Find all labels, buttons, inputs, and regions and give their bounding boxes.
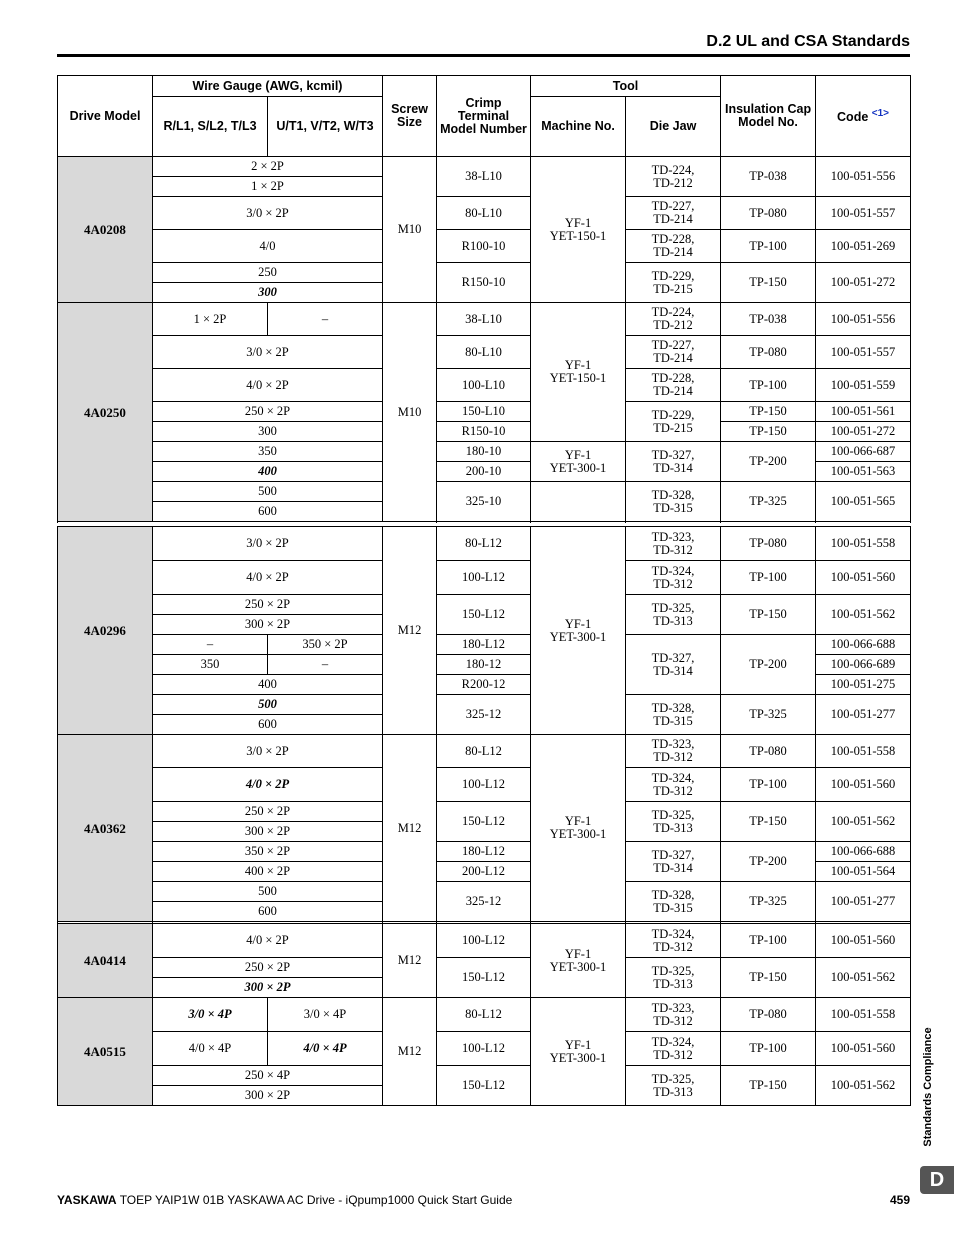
insulation-cap: TP-150 xyxy=(721,958,816,998)
wire-gauge: 250 × 2P xyxy=(153,958,383,978)
footer-brand: YASKAWA xyxy=(57,1193,117,1207)
die-jaw: TD-323, TD-312 xyxy=(626,998,721,1032)
crimp-terminal: 325-12 xyxy=(437,882,531,922)
footnote-ref-link[interactable]: <1> xyxy=(871,108,890,120)
insulation-cap: TP-100 xyxy=(721,1032,816,1066)
insulation-cap: TP-150 xyxy=(721,422,816,442)
code: 100-051-562 xyxy=(816,1066,911,1106)
crimp-terminal: 200-L12 xyxy=(437,862,531,882)
insulation-cap: TP-200 xyxy=(721,842,816,882)
machine-no: YF-1 YET-300-1 xyxy=(531,442,626,482)
die-jaw: TD-229, TD-215 xyxy=(626,263,721,303)
die-jaw: TD-327, TD-314 xyxy=(626,842,721,882)
col-code xyxy=(816,76,911,157)
die-jaw: TD-227, TD-214 xyxy=(626,336,721,369)
die-jaw: TD-229, TD-215 xyxy=(626,402,721,442)
insulation-cap: TP-325 xyxy=(721,882,816,922)
col-insulation-cap: Insulation Cap Model No. xyxy=(721,76,816,157)
code: 100-066-688 xyxy=(816,635,911,655)
die-jaw: TD-324, TD-312 xyxy=(626,561,721,595)
crimp-terminal: 150-L12 xyxy=(437,595,531,635)
code: 100-051-275 xyxy=(816,675,911,695)
wire-gauge: 300 xyxy=(153,422,383,442)
col-tool: Tool xyxy=(531,76,721,97)
model-4a0250: 4A0250 xyxy=(58,303,153,522)
die-jaw: TD-224, TD-212 xyxy=(626,303,721,336)
die-jaw: TD-228, TD-214 xyxy=(626,230,721,263)
crimp-terminal: R150-10 xyxy=(437,422,531,442)
crimp-terminal: 80-L12 xyxy=(437,998,531,1032)
wire-gauge: 3/0 × 2P xyxy=(153,735,383,768)
code: 100-066-689 xyxy=(816,655,911,675)
crimp-terminal: R100-10 xyxy=(437,230,531,263)
insulation-cap: TP-200 xyxy=(721,635,816,695)
code: 100-051-563 xyxy=(816,462,911,482)
die-jaw: TD-327, TD-314 xyxy=(626,442,721,482)
chapter-tab-d[interactable]: D xyxy=(920,1166,954,1194)
die-jaw: TD-328, TD-315 xyxy=(626,695,721,735)
wire-gauge: 250 × 2P xyxy=(153,402,383,422)
wire-gauge: 500 xyxy=(153,482,383,502)
die-jaw: TD-324, TD-312 xyxy=(626,924,721,958)
wire-gauge: 300 × 2P xyxy=(153,1086,383,1106)
footer-text: TOEP YAIP1W 01B YASKAWA AC Drive - iQpump1000 Quick Start Guide xyxy=(116,1193,513,1207)
wire-gauge-rl: 1 × 2P xyxy=(153,303,268,336)
die-jaw: TD-327, TD-314 xyxy=(626,635,721,695)
wire-gauge: 400 xyxy=(153,462,383,482)
wire-gauge: 2 × 2P xyxy=(153,157,383,177)
wire-gauge: 250 xyxy=(153,263,383,283)
crimp-terminal: 325-12 xyxy=(437,695,531,735)
wire-gauge-rl: 350 xyxy=(153,655,268,675)
col-ut-terminals: U/T1, V/T2, W/T3 xyxy=(268,97,383,157)
insulation-cap: TP-100 xyxy=(721,230,816,263)
code: 100-051-269 xyxy=(816,230,911,263)
insulation-cap: TP-080 xyxy=(721,336,816,369)
insulation-cap: TP-325 xyxy=(721,482,816,522)
insulation-cap: TP-325 xyxy=(721,695,816,735)
wire-gauge: 300 xyxy=(153,283,383,303)
wire-gauge: 300 × 2P xyxy=(153,978,383,998)
wire-gauge-ut: 3/0 × 4P xyxy=(268,998,383,1032)
side-section-tab xyxy=(913,1026,943,1156)
wire-gauge: 500 xyxy=(153,695,383,715)
wire-gauge: 400 xyxy=(153,675,383,695)
crimp-terminal: 80-L10 xyxy=(437,336,531,369)
col-drive-model: Drive Model xyxy=(58,76,153,157)
code: 100-051-556 xyxy=(816,303,911,336)
wire-gauge: 3/0 × 2P xyxy=(153,527,383,561)
code: 100-051-272 xyxy=(816,263,911,303)
crimp-terminal: 100-L12 xyxy=(437,1032,531,1066)
wire-gauge: 4/0 × 2P xyxy=(153,369,383,402)
crimp-terminal: 100-L10 xyxy=(437,369,531,402)
die-jaw: TD-325, TD-313 xyxy=(626,802,721,842)
insulation-cap: TP-100 xyxy=(721,924,816,958)
wire-gauge: 4/0 xyxy=(153,230,383,263)
crimp-terminal: 150-L12 xyxy=(437,1066,531,1106)
col-code-label: Code xyxy=(837,110,869,125)
crimp-terminal: 80-L12 xyxy=(437,527,531,561)
crimp-terminal: R150-10 xyxy=(437,263,531,303)
page-number: 459 xyxy=(889,1193,910,1207)
crimp-terminal: 150-L12 xyxy=(437,958,531,998)
code: 100-051-556 xyxy=(816,157,911,197)
code: 100-051-565 xyxy=(816,482,911,522)
die-jaw: TD-325, TD-313 xyxy=(626,1066,721,1106)
crimp-terminal: 180-L12 xyxy=(437,635,531,655)
header-rule xyxy=(57,54,910,57)
col-wire-gauge: Wire Gauge (AWG, kcmil) xyxy=(153,76,383,97)
insulation-cap: TP-100 xyxy=(721,768,816,802)
screw-size: M12 xyxy=(383,924,437,998)
code: 100-051-560 xyxy=(816,561,911,595)
insulation-cap: TP-038 xyxy=(721,157,816,197)
code: 100-051-559 xyxy=(816,369,911,402)
die-jaw: TD-224, TD-212 xyxy=(626,157,721,197)
wire-gauge-ut: 4/0 × 4P xyxy=(268,1032,383,1066)
code: 100-051-558 xyxy=(816,527,911,561)
crimp-terminal: 38-L10 xyxy=(437,303,531,336)
page-footer xyxy=(57,1193,512,1207)
machine-no: YF-1 YET-150-1 xyxy=(531,303,626,442)
crimp-terminal: 80-L12 xyxy=(437,735,531,768)
wire-gauge: 500 xyxy=(153,882,383,902)
code: 100-051-562 xyxy=(816,802,911,842)
code: 100-051-277 xyxy=(816,695,911,735)
col-rl-terminals: R/L1, S/L2, T/L3 xyxy=(153,97,268,157)
crimp-terminal: 80-L10 xyxy=(437,197,531,230)
wire-gauge: 250 × 2P xyxy=(153,802,383,822)
ul-csa-terminal-table xyxy=(57,75,911,522)
code: 100-051-558 xyxy=(816,998,911,1032)
screw-size: M12 xyxy=(383,998,437,1106)
wire-gauge-rl: 4/0 × 4P xyxy=(153,1032,268,1066)
code: 100-051-562 xyxy=(816,958,911,998)
insulation-cap: TP-080 xyxy=(721,998,816,1032)
code: 100-051-561 xyxy=(816,402,911,422)
wire-gauge: 250 × 4P xyxy=(153,1066,383,1086)
insulation-cap: TP-150 xyxy=(721,802,816,842)
wire-gauge: 350 xyxy=(153,442,383,462)
code: 100-051-560 xyxy=(816,1032,911,1066)
wire-gauge: 350 × 2P xyxy=(153,842,383,862)
code: 100-051-562 xyxy=(816,595,911,635)
machine-no: YF-1 YET-300-1 xyxy=(531,924,626,998)
machine-no: YF-1 YET-300-1 xyxy=(531,527,626,735)
wire-gauge: 4/0 × 2P xyxy=(153,768,383,802)
model-4a0414: 4A0414 xyxy=(58,924,153,998)
wire-gauge-rl: 3/0 × 4P xyxy=(153,998,268,1032)
die-jaw: TD-324, TD-312 xyxy=(626,1032,721,1066)
model-4a0362: 4A0362 xyxy=(58,735,153,922)
machine-no: YF-1 YET-300-1 xyxy=(531,735,626,922)
crimp-terminal: 150-L10 xyxy=(437,402,531,422)
model-4a0515: 4A0515 xyxy=(58,998,153,1106)
insulation-cap: TP-080 xyxy=(721,527,816,561)
wire-gauge: 1 × 2P xyxy=(153,177,383,197)
ul-csa-terminal-table-cont xyxy=(57,526,911,922)
die-jaw: TD-325, TD-313 xyxy=(626,595,721,635)
screw-size: M10 xyxy=(383,157,437,303)
col-crimp-terminal: Crimp Terminal Model Number xyxy=(437,76,531,157)
insulation-cap: TP-080 xyxy=(721,197,816,230)
wire-gauge: 4/0 × 2P xyxy=(153,924,383,958)
wire-gauge: 250 × 2P xyxy=(153,595,383,615)
code: 100-051-277 xyxy=(816,882,911,922)
ul-csa-terminal-table-end xyxy=(57,923,911,1106)
crimp-terminal: 150-L12 xyxy=(437,802,531,842)
insulation-cap: TP-150 xyxy=(721,1066,816,1106)
crimp-terminal: 180-10 xyxy=(437,442,531,462)
insulation-cap: TP-100 xyxy=(721,561,816,595)
die-jaw: TD-324, TD-312 xyxy=(626,768,721,802)
wire-gauge: 3/0 × 2P xyxy=(153,336,383,369)
machine-no xyxy=(531,482,626,522)
wire-gauge-rl: – xyxy=(153,635,268,655)
col-die-jaw: Die Jaw xyxy=(626,97,721,157)
code: 100-051-560 xyxy=(816,924,911,958)
insulation-cap: TP-100 xyxy=(721,369,816,402)
die-jaw: TD-323, TD-312 xyxy=(626,735,721,768)
insulation-cap: TP-150 xyxy=(721,595,816,635)
crimp-terminal: 180-L12 xyxy=(437,842,531,862)
wire-gauge: 4/0 × 2P xyxy=(153,561,383,595)
wire-gauge: 600 xyxy=(153,502,383,522)
crimp-terminal: 325-10 xyxy=(437,482,531,522)
wire-gauge: 600 xyxy=(153,902,383,922)
model-4a0296: 4A0296 xyxy=(58,527,153,735)
wire-gauge: 300 × 2P xyxy=(153,615,383,635)
machine-no: YF-1 YET-150-1 xyxy=(531,157,626,303)
crimp-terminal: 200-10 xyxy=(437,462,531,482)
screw-size: M12 xyxy=(383,527,437,735)
code: 100-051-558 xyxy=(816,735,911,768)
section-title: D.2 UL and CSA Standards xyxy=(706,33,910,50)
insulation-cap: TP-080 xyxy=(721,735,816,768)
crimp-terminal: 100-L12 xyxy=(437,768,531,802)
die-jaw: TD-228, TD-214 xyxy=(626,369,721,402)
wire-gauge-ut: – xyxy=(268,303,383,336)
wire-gauge: 3/0 × 2P xyxy=(153,197,383,230)
side-tab-label: Standards Compliance xyxy=(922,1027,934,1147)
code: 100-051-557 xyxy=(816,336,911,369)
crimp-terminal: R200-12 xyxy=(437,675,531,695)
insulation-cap: TP-150 xyxy=(721,402,816,422)
crimp-terminal: 38-L10 xyxy=(437,157,531,197)
col-machine-no: Machine No. xyxy=(531,97,626,157)
code: 100-066-687 xyxy=(816,442,911,462)
die-jaw: TD-325, TD-313 xyxy=(626,958,721,998)
wire-gauge: 400 × 2P xyxy=(153,862,383,882)
wire-gauge-ut: 350 × 2P xyxy=(268,635,383,655)
insulation-cap: TP-038 xyxy=(721,303,816,336)
wire-gauge-ut: – xyxy=(268,655,383,675)
code: 100-051-564 xyxy=(816,862,911,882)
machine-no: YF-1 YET-300-1 xyxy=(531,998,626,1106)
die-jaw: TD-328, TD-315 xyxy=(626,882,721,922)
crimp-terminal: 180-12 xyxy=(437,655,531,675)
die-jaw: TD-323, TD-312 xyxy=(626,527,721,561)
code: 100-051-560 xyxy=(816,768,911,802)
wire-gauge: 600 xyxy=(153,715,383,735)
crimp-terminal: 100-L12 xyxy=(437,561,531,595)
die-jaw: TD-227, TD-214 xyxy=(626,197,721,230)
code: 100-051-272 xyxy=(816,422,911,442)
insulation-cap: TP-200 xyxy=(721,442,816,482)
screw-size: M12 xyxy=(383,735,437,922)
die-jaw: TD-328, TD-315 xyxy=(626,482,721,522)
wire-gauge: 300 × 2P xyxy=(153,822,383,842)
code: 100-051-557 xyxy=(816,197,911,230)
screw-size: M10 xyxy=(383,303,437,522)
code: 100-066-688 xyxy=(816,842,911,862)
col-screw-size: Screw Size xyxy=(383,76,437,157)
crimp-terminal: 100-L12 xyxy=(437,924,531,958)
insulation-cap: TP-150 xyxy=(721,263,816,303)
model-4a0208: 4A0208 xyxy=(58,157,153,303)
